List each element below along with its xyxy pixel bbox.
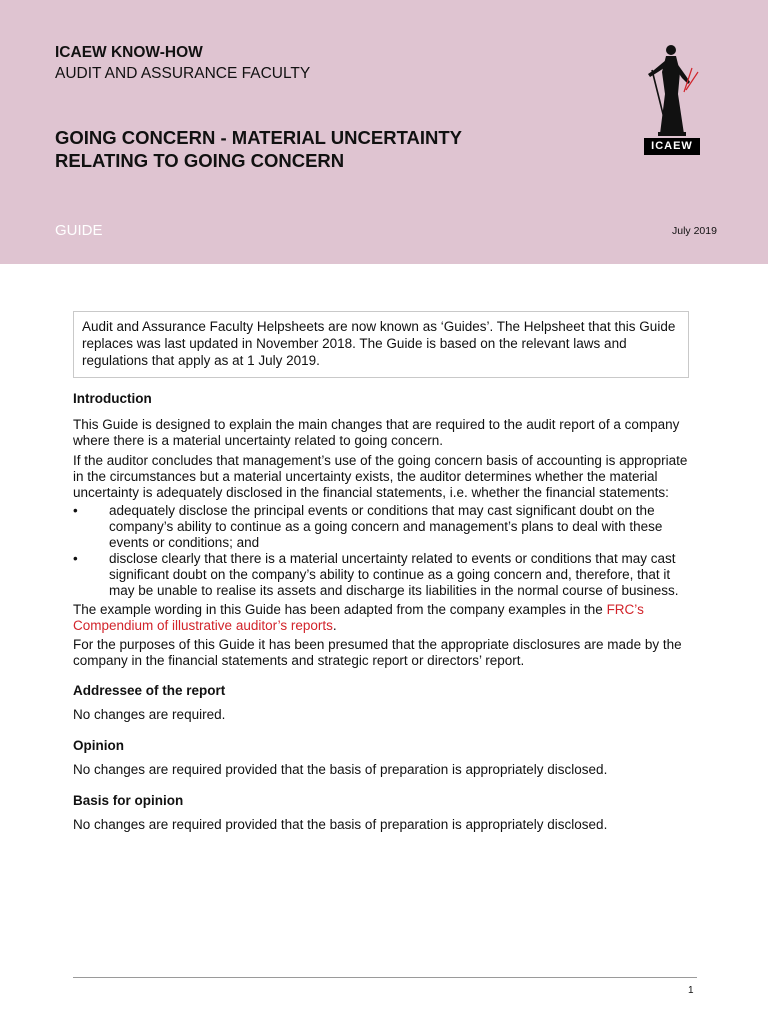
bullet-icon: •: [73, 551, 78, 566]
intro-paragraph-3: [73, 602, 693, 634]
list-item: [73, 551, 693, 599]
main-content: [73, 390, 693, 833]
guide-notice-box: Audit and Assurance Faculty Helpsheets are now known as ‘Guides’. The Helpsheet that this Guide replaces was last updated in November 2018. The Guide is based on the relevant laws and regulations that apply as at 1 July 2019.: [73, 311, 689, 378]
list-item: [73, 503, 693, 551]
faculty-name: AUDIT AND ASSURANCE FACULTY: [55, 65, 311, 82]
criteria-list: [73, 503, 693, 599]
title-line-2: RELATING TO GOING CONCERN: [55, 150, 345, 171]
bullet-icon: •: [73, 503, 78, 518]
footer-divider: [73, 977, 697, 978]
intro-p3-suffix: .: [332, 618, 337, 633]
list-item-text: adequately disclose the principal events or conditions that may cast significant doubt on the company’s ability to continue as a going concern and management’s plans to deal with these events or conditions; and: [109, 503, 663, 550]
frc-compendium-link[interactable]: FRC’s Compendium of illustrative auditor’s reports: [73, 602, 644, 633]
intro-paragraph-2: If the auditor concludes that management’s use of the going concern basis of accounting is appropriate in the circumstances but a material uncertainty exists, the auditor determines whether the material uncertainty is adequately disclosed in the financial statements, i.e. whether the financial statements:: [73, 453, 688, 500]
icaew-logo-badge: ICAEW: [644, 138, 700, 155]
intro-p3-prefix: The example wording in this Guide has been adapted from the company examples in the: [73, 602, 607, 617]
intro-paragraph-4: For the purposes of this Guide it has been presumed that the appropriate disclosures are made by the company in the financial statements and strategic report or directors’ report.: [73, 637, 682, 668]
basis-for-opinion-heading: Basis for opinion: [73, 793, 184, 808]
introduction-heading: Introduction: [73, 391, 152, 406]
guide-label: GUIDE: [55, 222, 103, 239]
document-title: [55, 126, 575, 172]
brand-name: ICAEW KNOW-HOW: [55, 44, 203, 61]
title-line-1: GOING CONCERN - MATERIAL UNCERTAINTY: [55, 127, 462, 148]
addressee-heading: Addressee of the report: [73, 683, 226, 698]
addressee-text: No changes are required.: [73, 707, 226, 722]
intro-paragraph-1: This Guide is designed to explain the main changes that are required to the audit report of a company where there is a material uncertainty related to going concern.: [73, 417, 680, 448]
opinion-heading: Opinion: [73, 738, 124, 753]
publication-date: July 2019: [672, 225, 717, 237]
list-item-text: disclose clearly that there is a material uncertainty related to events or conditions that may cast significant doubt on the company’s ability to continue as a going concern and, therefore, that it may be unable to realise its assets and discharge its liabilities in the normal course of business.: [109, 551, 679, 598]
page-number: 1: [688, 985, 694, 996]
opinion-text: No changes are required provided that the basis of preparation is appropriately disclosed.: [73, 762, 608, 777]
basis-for-opinion-text: No changes are required provided that the basis of preparation is appropriately disclosed.: [73, 817, 608, 832]
